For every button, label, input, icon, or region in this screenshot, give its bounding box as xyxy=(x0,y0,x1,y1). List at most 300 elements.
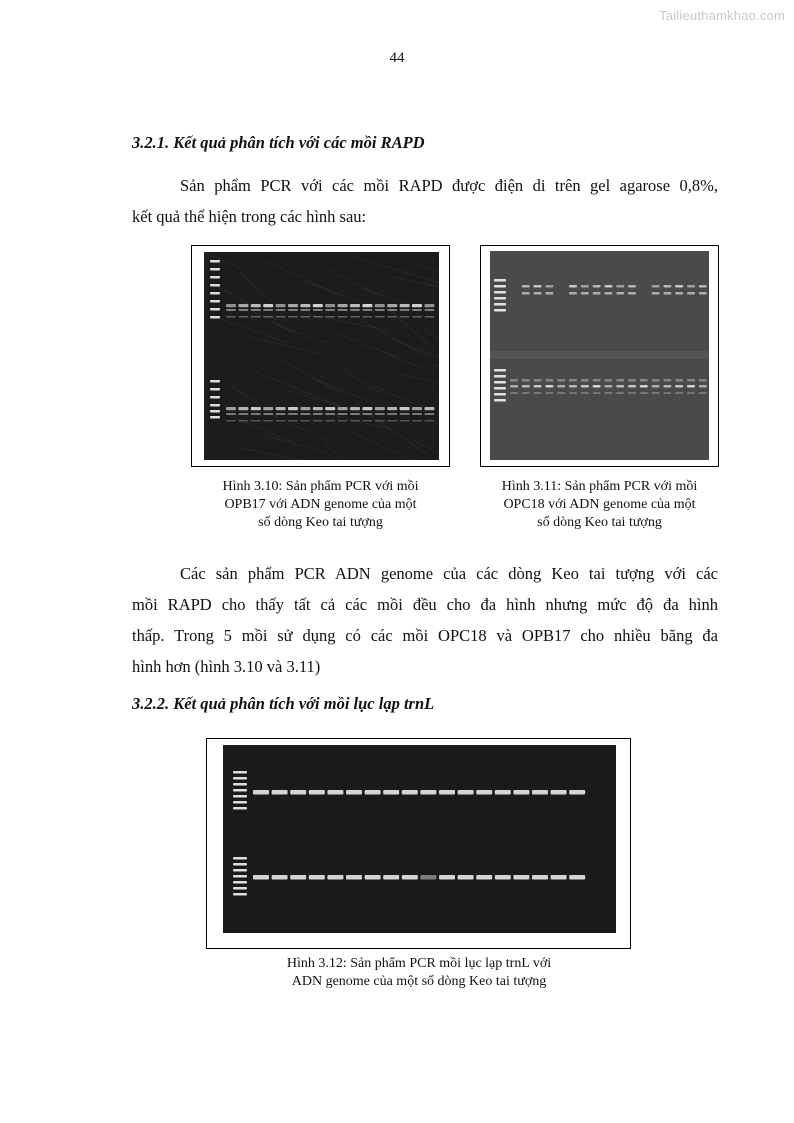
gel-band xyxy=(309,875,325,880)
figure-3-10-caption xyxy=(191,478,450,532)
ladder-band xyxy=(494,279,506,282)
gel-band xyxy=(616,385,624,388)
gel-texture-line xyxy=(361,288,413,306)
paragraph-line: thấp. Trong 5 mồi sử dụng có các mồi OPC18 và OPB17 cho nhiều băng đa xyxy=(132,626,718,645)
ladder-band xyxy=(233,887,247,890)
caption-line: số dòng Keo tai tượng xyxy=(258,515,383,530)
gel-band xyxy=(387,413,397,415)
gel-band xyxy=(290,790,306,795)
gel-image-opb17 xyxy=(204,252,439,460)
gel-band xyxy=(604,292,612,295)
gel-band xyxy=(300,316,310,318)
gel-band xyxy=(699,379,707,382)
gel-band xyxy=(313,316,323,318)
gel-band xyxy=(510,379,518,382)
gel-well-row xyxy=(490,351,709,359)
gel-band xyxy=(593,285,601,288)
gel-band xyxy=(400,309,410,311)
gel-band xyxy=(581,392,589,394)
gel-texture-line xyxy=(263,435,327,453)
gel-band xyxy=(276,407,286,410)
gel-image-trnl xyxy=(223,745,616,933)
gel-band xyxy=(350,413,360,415)
gel-band xyxy=(569,292,577,295)
gel-band xyxy=(476,875,492,880)
gel-band xyxy=(593,292,601,295)
gel-band xyxy=(400,407,410,410)
gel-band xyxy=(581,285,589,288)
gel-band xyxy=(616,285,624,288)
gel-band xyxy=(412,316,422,318)
gel-band xyxy=(569,385,577,388)
gel-band xyxy=(238,309,248,311)
gel-band xyxy=(604,392,612,394)
gel-texture-line xyxy=(352,256,439,283)
gel-band xyxy=(687,392,695,394)
gel-band xyxy=(387,420,397,422)
gel-band xyxy=(439,790,455,795)
ladder-band xyxy=(494,387,506,390)
gel-band xyxy=(350,316,360,318)
gel-band xyxy=(458,790,474,795)
gel-band xyxy=(226,309,236,311)
gel-band xyxy=(375,420,385,422)
gel-band xyxy=(675,392,683,394)
gel-band xyxy=(510,392,518,394)
gel-band xyxy=(313,309,323,311)
ladder-band xyxy=(210,292,220,295)
ladder-band xyxy=(494,369,506,372)
gel-band xyxy=(272,875,288,880)
gel-band xyxy=(325,407,335,410)
gel-band xyxy=(593,392,601,394)
caption-line: Hình 3.12: Sản phẩm PCR mồi lục lạp trnL với xyxy=(286,956,552,971)
gel-band xyxy=(513,790,529,795)
gel-band xyxy=(325,309,335,311)
gel-band xyxy=(513,875,529,880)
gel-band xyxy=(238,413,248,415)
gel-texture-line xyxy=(252,370,340,406)
gel-band xyxy=(628,392,636,394)
gel-band xyxy=(327,875,343,880)
gel-band xyxy=(362,413,372,415)
ladder-band xyxy=(494,309,506,312)
gel-band xyxy=(263,413,273,415)
ladder-band xyxy=(210,396,220,399)
gel-band xyxy=(288,413,298,415)
gel-texture-line xyxy=(215,317,291,344)
gel-band xyxy=(362,407,372,410)
gel-band xyxy=(300,407,310,410)
gel-band xyxy=(263,420,273,422)
gel-texture-line xyxy=(413,264,439,282)
paragraph-line: kết quả thể hiện trong các hình sau: xyxy=(132,207,367,226)
ladder-band xyxy=(233,795,247,798)
ladder-band xyxy=(494,303,506,306)
gel-band xyxy=(365,875,381,880)
gel-image-opc18 xyxy=(490,251,709,460)
gel-band xyxy=(276,413,286,415)
gel-band xyxy=(327,790,343,795)
gel-band xyxy=(325,304,335,307)
gel-band xyxy=(699,285,707,288)
gel-band xyxy=(263,309,273,311)
gel-band xyxy=(238,316,248,318)
gel-band xyxy=(534,392,542,394)
gel-band xyxy=(400,316,410,318)
gel-band xyxy=(569,379,577,382)
gel-band xyxy=(532,790,548,795)
gel-band xyxy=(325,420,335,422)
gel-band xyxy=(346,875,362,880)
gel-band xyxy=(325,413,335,415)
gel-band xyxy=(272,790,288,795)
gel-band xyxy=(652,379,660,382)
gel-band xyxy=(387,407,397,410)
gel-band xyxy=(675,292,683,295)
ladder-band xyxy=(233,801,247,804)
gel-texture-line xyxy=(387,276,439,294)
gel-band xyxy=(325,316,335,318)
gel-band xyxy=(616,379,624,382)
gel-band xyxy=(534,385,542,388)
gel-band xyxy=(375,407,385,410)
gel-band xyxy=(640,379,648,382)
gel-band xyxy=(238,420,248,422)
gel-band xyxy=(387,316,397,318)
gel-band xyxy=(226,413,236,415)
gel-band xyxy=(346,790,362,795)
gel-band xyxy=(400,413,410,415)
gel-band xyxy=(604,285,612,288)
gel-band xyxy=(365,790,381,795)
figure-3-12-frame xyxy=(206,738,631,949)
gel-band xyxy=(338,420,348,422)
gel-texture-line xyxy=(239,272,279,308)
gel-band xyxy=(534,379,542,382)
ladder-band xyxy=(233,771,247,774)
gel-band xyxy=(640,385,648,388)
gel-texture-line xyxy=(278,358,342,394)
ladder-band xyxy=(233,863,247,866)
gel-band xyxy=(226,420,236,422)
paragraph-line: hình hơn (hình 3.10 và 3.11) xyxy=(132,657,321,676)
gel-band xyxy=(300,309,310,311)
intro-paragraph xyxy=(132,170,718,232)
gel-band xyxy=(350,304,360,307)
gel-band xyxy=(420,790,436,795)
gel-band xyxy=(663,392,671,394)
gel-band xyxy=(569,875,585,880)
gel-band xyxy=(522,385,530,388)
gel-band xyxy=(522,379,530,382)
gel-band xyxy=(545,292,553,295)
gel-band xyxy=(663,385,671,388)
gel-band xyxy=(362,420,372,422)
gel-band xyxy=(652,285,660,288)
ladder-band xyxy=(494,297,506,300)
gel-texture-line xyxy=(389,309,429,345)
gel-band xyxy=(263,407,273,410)
gel-band xyxy=(569,392,577,394)
ladder-band xyxy=(210,404,220,407)
section-heading-trnl: 3.2.2. Kết quả phân tích với mồi lục lạp trnL xyxy=(132,694,435,713)
gel-band xyxy=(338,407,348,410)
gel-band xyxy=(350,420,360,422)
gel-texture-line xyxy=(250,337,326,355)
gel-band xyxy=(640,392,648,394)
discussion-paragraph xyxy=(132,558,718,682)
ladder-band xyxy=(210,308,220,311)
gel-band xyxy=(338,309,348,311)
paragraph-line: Sản phẩm PCR với các mồi RAPD được điện di trên gel agarose 0,8%, xyxy=(180,176,718,195)
gel-band xyxy=(251,304,261,307)
gel-band xyxy=(545,392,553,394)
gel-band xyxy=(628,285,636,288)
gel-band xyxy=(687,385,695,388)
gel-band xyxy=(288,407,298,410)
gel-band xyxy=(276,316,286,318)
gel-band xyxy=(532,875,548,880)
gel-texture-line xyxy=(363,321,427,357)
gel-band xyxy=(313,304,323,307)
gel-band xyxy=(313,407,323,410)
gel-band xyxy=(675,379,683,382)
gel-band xyxy=(251,420,261,422)
gel-band xyxy=(226,407,236,410)
gel-band xyxy=(510,385,518,388)
gel-texture-line xyxy=(289,423,329,441)
gel-band xyxy=(309,790,325,795)
figure-3-11-frame xyxy=(480,245,719,467)
gel-band xyxy=(687,285,695,288)
gel-band xyxy=(387,309,397,311)
gel-band xyxy=(687,379,695,382)
caption-line: Hình 3.10: Sản phẩm PCR với mồi xyxy=(222,479,419,494)
gel-band xyxy=(424,309,434,311)
ladder-band xyxy=(494,285,506,288)
gel-band xyxy=(338,316,348,318)
gel-band xyxy=(288,304,298,307)
gel-band xyxy=(593,385,601,388)
gel-band xyxy=(545,379,553,382)
watermark: Tailieuthamkhao.com xyxy=(659,8,785,23)
gel-band xyxy=(362,304,372,307)
gel-band xyxy=(424,413,434,415)
gel-band xyxy=(288,316,298,318)
gel-band xyxy=(534,292,542,295)
gel-band xyxy=(581,292,589,295)
gel-band xyxy=(458,875,474,880)
gel-band xyxy=(412,309,422,311)
gel-band xyxy=(313,420,323,422)
gel-band xyxy=(362,316,372,318)
gel-band xyxy=(557,385,565,388)
caption-line: Hình 3.11: Sản phẩm PCR với mồi xyxy=(501,479,698,494)
gel-band xyxy=(263,316,273,318)
gel-band xyxy=(675,385,683,388)
ladder-band xyxy=(233,857,247,860)
gel-band xyxy=(300,413,310,415)
gel-band xyxy=(412,304,422,307)
gel-band xyxy=(652,292,660,295)
gel-band xyxy=(251,407,261,410)
gel-band xyxy=(420,875,436,880)
gel-band xyxy=(375,413,385,415)
gel-texture-line xyxy=(300,280,376,307)
ladder-band xyxy=(210,276,220,279)
gel-band xyxy=(253,790,269,795)
gel-band xyxy=(238,304,248,307)
ladder-band xyxy=(210,416,220,419)
gel-band xyxy=(424,316,434,318)
gel-band xyxy=(569,285,577,288)
gel-band xyxy=(628,385,636,388)
gel-band xyxy=(251,413,261,415)
gel-band xyxy=(383,875,399,880)
gel-band xyxy=(276,304,286,307)
gel-band xyxy=(338,304,348,307)
gel-band xyxy=(687,292,695,295)
gel-band xyxy=(400,304,410,307)
ladder-band xyxy=(210,284,220,287)
gel-texture-line xyxy=(435,394,439,430)
gel-band xyxy=(652,392,660,394)
gel-band xyxy=(383,790,399,795)
gel-band xyxy=(476,790,492,795)
gel-band xyxy=(263,304,273,307)
gel-texture-line xyxy=(276,325,328,343)
page-number: 44 xyxy=(389,50,405,66)
figure-3-10-frame xyxy=(191,245,450,467)
ladder-band xyxy=(210,388,220,391)
gel-band xyxy=(288,309,298,311)
gel-band xyxy=(387,304,397,307)
ladder-band xyxy=(494,399,506,402)
gel-band xyxy=(375,309,385,311)
gel-band xyxy=(439,875,455,880)
gel-band xyxy=(495,790,511,795)
gel-texture-line xyxy=(374,386,414,404)
caption-line: số dòng Keo tai tượng xyxy=(537,515,662,530)
gel-band xyxy=(545,285,553,288)
gel-band xyxy=(375,304,385,307)
gel-texture-line xyxy=(213,284,277,320)
gel-band xyxy=(663,292,671,295)
ladder-band xyxy=(494,291,506,294)
ladder-band xyxy=(233,881,247,884)
gel-band xyxy=(545,385,553,388)
gel-band xyxy=(699,392,707,394)
gel-band xyxy=(699,292,707,295)
gel-band xyxy=(338,413,348,415)
gel-band xyxy=(313,413,323,415)
gel-band xyxy=(557,392,565,394)
ladder-band xyxy=(210,300,220,303)
ladder-band xyxy=(210,268,220,271)
gel-band xyxy=(557,379,565,382)
gel-band xyxy=(290,875,306,880)
gel-band xyxy=(362,309,372,311)
ladder-band xyxy=(233,777,247,780)
gel-band xyxy=(350,407,360,410)
gel-texture-line xyxy=(376,419,428,455)
ladder-band xyxy=(494,375,506,378)
gel-band xyxy=(300,420,310,422)
gel-band xyxy=(424,407,434,410)
ladder-band xyxy=(210,316,220,319)
gel-band xyxy=(604,379,612,382)
ladder-band xyxy=(233,893,247,896)
gel-band xyxy=(663,285,671,288)
gel-band xyxy=(675,285,683,288)
ladder-band xyxy=(233,875,247,878)
gel-band xyxy=(350,309,360,311)
paragraph-line: Các sản phẩm PCR ADN genome của các dòng Keo tai tượng với các xyxy=(180,564,718,583)
gel-band xyxy=(551,875,567,880)
gel-band xyxy=(522,292,530,295)
gel-band xyxy=(412,413,422,415)
ladder-band xyxy=(233,807,247,810)
gel-band xyxy=(251,316,261,318)
gel-band xyxy=(628,379,636,382)
ladder-band xyxy=(494,393,506,396)
ladder-band xyxy=(210,380,220,383)
gel-band xyxy=(402,875,418,880)
gel-band xyxy=(276,420,286,422)
gel-band xyxy=(581,379,589,382)
gel-band xyxy=(522,285,530,288)
gel-band xyxy=(226,316,236,318)
gel-texture-line xyxy=(287,390,375,417)
gel-band xyxy=(534,285,542,288)
gel-band xyxy=(400,420,410,422)
gel-band xyxy=(652,385,660,388)
gel-band xyxy=(593,379,601,382)
gel-texture-line xyxy=(400,374,439,392)
gel-band xyxy=(375,316,385,318)
gel-band xyxy=(424,420,434,422)
gel-band xyxy=(300,304,310,307)
gel-band xyxy=(616,392,624,394)
caption-line: OPB17 với ADN genome của một xyxy=(224,497,417,512)
ladder-band xyxy=(494,381,506,384)
caption-line: ADN genome của một số dòng Keo tai tượng xyxy=(291,974,547,989)
gel-texture-line xyxy=(411,439,439,460)
ladder-band xyxy=(210,410,220,413)
gel-band xyxy=(616,292,624,295)
gel-band xyxy=(412,420,422,422)
paragraph-line: mồi RAPD cho thấy tất cả các mồi đều cho đa hình nhưng mức độ đa hình xyxy=(132,595,718,614)
gel-texture-line xyxy=(437,427,439,454)
gel-band xyxy=(251,309,261,311)
figure-3-12-caption xyxy=(189,955,649,991)
gel-band xyxy=(628,292,636,295)
section-heading-rapd: 3.2.1. Kết quả phân tích với các mồi RAPD xyxy=(132,133,425,152)
gel-band xyxy=(699,385,707,388)
gel-band xyxy=(569,790,585,795)
ladder-band xyxy=(233,783,247,786)
gel-band xyxy=(522,392,530,394)
ladder-band xyxy=(233,789,247,792)
gel-band xyxy=(276,309,286,311)
gel-band xyxy=(412,407,422,410)
gel-texture-line xyxy=(228,415,292,442)
gel-band xyxy=(495,875,511,880)
gel-texture-line xyxy=(426,362,439,380)
figure-3-11-caption xyxy=(480,478,719,532)
gel-texture-line xyxy=(339,366,379,393)
